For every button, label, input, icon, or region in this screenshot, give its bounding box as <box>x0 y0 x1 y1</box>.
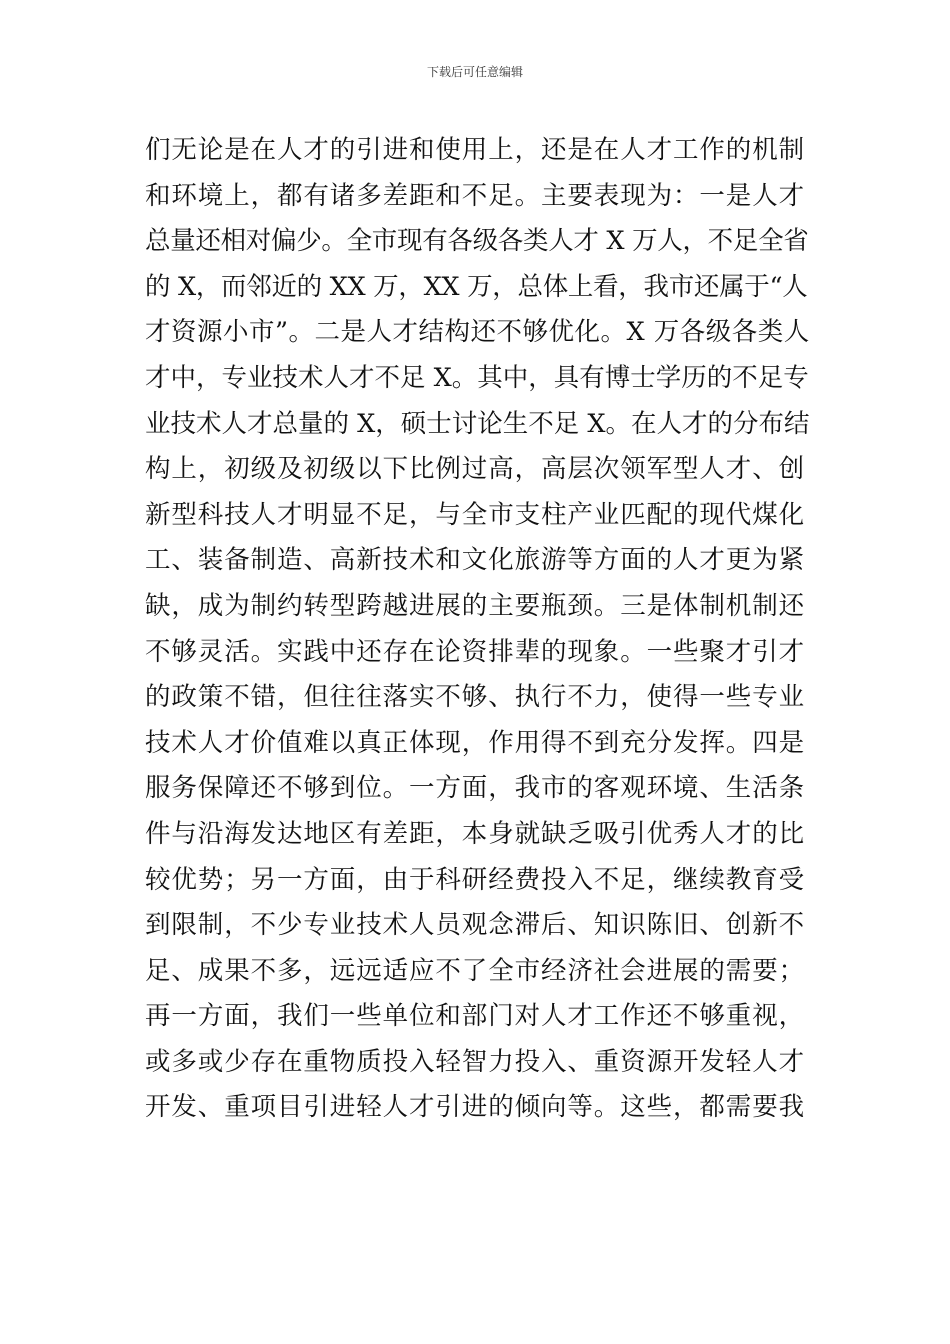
text-line: 技术人才价值难以真正体现，作用得不到充分发挥。四是 <box>145 727 806 758</box>
text-line: 业技术人才总量的 X，硕士讨论生不足 X。在人才的分布结 <box>145 408 810 439</box>
text-line: 到限制，不少专业技术人员观念滞后、知识陈旧、创新不 <box>145 910 806 941</box>
text-line: 开发、重项目引进轻人才引进的倾向等。这些，都需要我 <box>145 1092 806 1123</box>
text-line: 总量还相对偏少。全市现有各级各类人才 X 万人，不足全省 <box>145 226 809 257</box>
text-line: 们无论是在人才的引进和使用上，还是在人才工作的机制 <box>145 135 806 165</box>
text-line: 足、成果不多，远远适应不了全市经济社会进展的需要； <box>145 955 806 986</box>
text-line: 工、装备制造、高新技术和文化旅游等方面的人才更为紧 <box>145 545 806 576</box>
text-line: 或多或少存在重物质投入轻智力投入、重资源开发轻人才 <box>145 1046 806 1077</box>
text-line: 不够灵活。实践中还存在论资排辈的现象。一些聚才引才 <box>145 636 806 667</box>
text-line: 新型科技人才明显不足，与全市支柱产业匹配的现代煤化 <box>145 499 806 530</box>
text-line: 的政策不错，但往往落实不够、执行不力，使得一些专业 <box>145 682 806 713</box>
page-header-note: 下载后可任意编辑 <box>426 65 523 79</box>
text-line: 缺，成为制约转型跨越进展的主要瓶颈。三是体制机制还 <box>145 590 806 621</box>
text-line: 的 X，而邻近的 XX 万，XX 万，总体上看，我市还属于“人 <box>145 271 808 302</box>
text-line: 和环境上，都有诸多差距和不足。主要表现为：一是人才 <box>145 180 806 211</box>
text-line: 才中，专业技术人才不足 X。其中，具有博士学历的不足专 <box>145 362 809 393</box>
text-line: 构上，初级及初级以下比例过高，高层次领军型人才、创 <box>145 454 806 485</box>
text-line: 服务保障还不够到位。一方面，我市的客观环境、生活条 <box>145 773 806 804</box>
text-line: 才资源小市”。二是人才结构还不够优化。X 万各级各类人 <box>145 317 810 348</box>
text-line: 再一方面，我们一些单位和部门对人才工作还不够重视， <box>145 1001 806 1032</box>
body-paragraph <box>145 128 810 1131</box>
text-line: 件与沿海发达地区有差距，本身就缺乏吸引优秀人才的比 <box>145 818 806 849</box>
text-line: 较优势；另一方面，由于科研经费投入不足，继续教育受 <box>145 864 806 895</box>
